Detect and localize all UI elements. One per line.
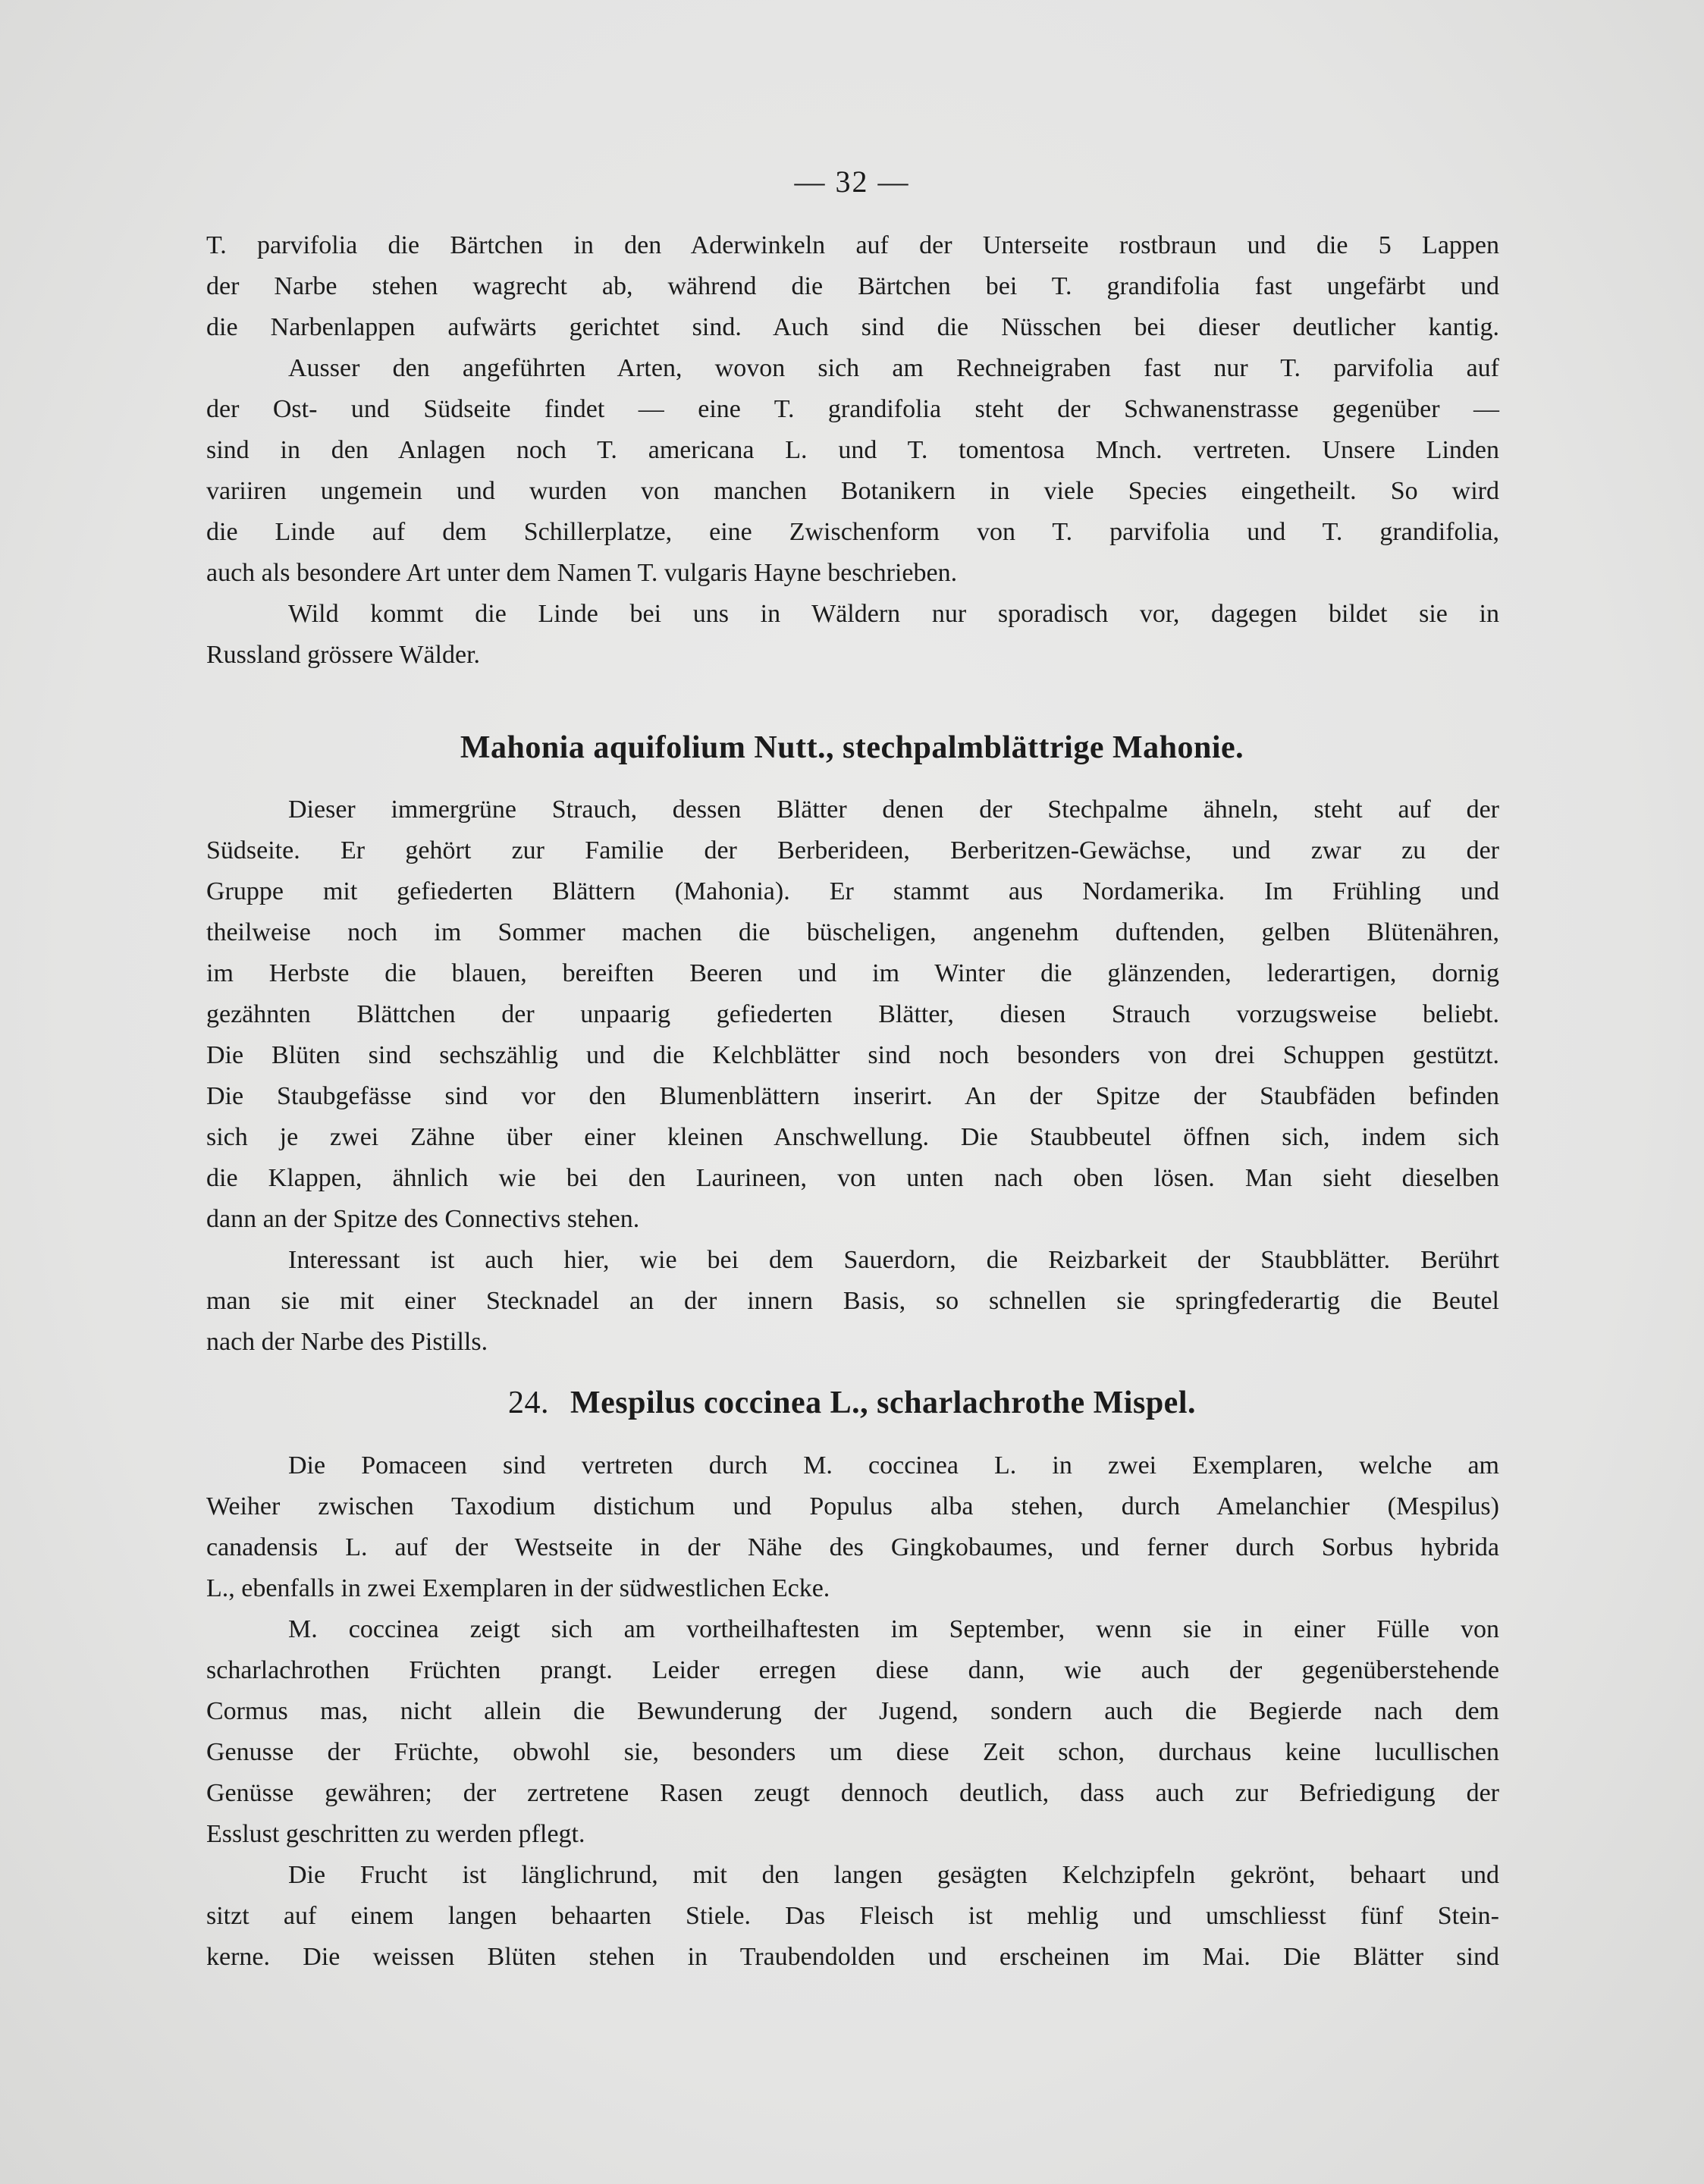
- text-line: man sie mit einer Stecknadel an der innern Basis, so schnellen sie springfederartig die Beutel: [206, 1287, 1499, 1315]
- text-line: der Ost- und Südseite findet — eine T. grandifolia steht der Schwanenstrasse gegenüber —: [206, 395, 1499, 423]
- text-block-linden: [206, 225, 1499, 676]
- text-line: Cormus mas, nicht allein die Bewunderung der Jugend, sondern auch die Begierde nach dem: [206, 1697, 1499, 1725]
- text-line: Genusse der Früchte, obwohl sie, besonders um diese Zeit schon, durchaus keine lucullischen: [206, 1738, 1499, 1766]
- text-line: dann an der Spitze des Connectivs stehen.: [206, 1205, 640, 1233]
- paragraph: [206, 1240, 1499, 1363]
- paragraph: [206, 348, 1499, 594]
- text-line: Russland grössere Wälder.: [206, 641, 481, 669]
- text-line: auch als besondere Art unter dem Namen T. vulgaris Hayne beschrieben.: [206, 559, 958, 587]
- text-line: scharlachrothen Früchten prangt. Leider erregen diese dann, wie auch der gegenüberstehende: [206, 1656, 1499, 1684]
- heading-title: Mespilus coccinea L., scharlachrothe Mispel.: [570, 1385, 1196, 1420]
- text-line: T. parvifolia die Bärtchen in den Aderwinkeln auf der Unterseite rostbraun und die 5 Lappen: [206, 231, 1499, 259]
- text-line: Die Blüten sind sechszählig und die Kelchblätter sind noch besonders von drei Schuppen gestützt.: [206, 1041, 1499, 1069]
- text-line: M. coccinea zeigt sich am vortheilhaftesten im September, wenn sie in einer Fülle von: [288, 1615, 1499, 1643]
- text-block-mahonia: [206, 789, 1499, 1363]
- text-line: Die Frucht ist länglichrund, mit den langen gesägten Kelchzipfeln gekrönt, behaart und: [288, 1861, 1499, 1889]
- text-line: Die Pomaceen sind vertreten durch M. coccinea L. in zwei Exemplaren, welche am: [288, 1451, 1499, 1480]
- heading-title: Mahonia aquifolium Nutt., stechpalmblättrige Mahonie.: [460, 730, 1244, 765]
- text-line: Interessant ist auch hier, wie bei dem Sauerdorn, die Reizbarkeit der Staubblätter. Berührt: [288, 1246, 1499, 1274]
- paragraph: [206, 789, 1499, 1240]
- text-line: die Linde auf dem Schillerplatze, eine Zwischenform von T. parvifolia und T. grandifolia,: [206, 518, 1499, 546]
- text-line: Ausser den angeführten Arten, wovon sich am Rechneigraben fast nur T. parvifolia auf: [288, 354, 1499, 382]
- text-line: sitzt auf einem langen behaarten Stiele. Das Fleisch ist mehlig und umschliesst fünf Stein-: [206, 1902, 1499, 1930]
- section-heading-mespilus: [0, 1385, 1704, 1421]
- text-line: sind in den Anlagen noch T. americana L. und T. tomentosa Mnch. vertreten. Unsere Linden: [206, 436, 1499, 464]
- text-line: L., ebenfalls in zwei Exemplaren in der südwestlichen Ecke.: [206, 1574, 830, 1602]
- page-number: — 32 —: [794, 165, 910, 199]
- text-line: Gruppe mit gefiederten Blättern (Mahonia). Er stammt aus Nordamerika. Im Frühling und: [206, 877, 1499, 905]
- section-number: 24.: [508, 1385, 549, 1420]
- text-line: der Narbe stehen wagrecht ab, während die Bärtchen bei T. grandifolia fast ungefärbt und: [206, 272, 1499, 300]
- text-line: variiren ungemein und wurden von manchen Botanikern in viele Species eingetheilt. So wird: [206, 477, 1499, 505]
- text-line: die Narbenlappen aufwärts gerichtet sind. Auch sind die Nüsschen bei dieser deutlicher kantig.: [206, 313, 1499, 341]
- text-line: Südseite. Er gehört zur Familie der Berberideen, Berberitzen-Gewächse, und zwar zu der: [206, 836, 1499, 864]
- paragraph: [206, 1445, 1499, 1609]
- section-heading-mahonia: [0, 730, 1704, 766]
- text-line: Die Staubgefässe sind vor den Blumenblättern inserirt. An der Spitze der Staubfäden befinden: [206, 1082, 1499, 1110]
- text-line: die Klappen, ähnlich wie bei den Laurineen, von unten nach oben lösen. Man sieht dieselben: [206, 1164, 1499, 1192]
- text-line: sich je zwei Zähne über einer kleinen Anschwellung. Die Staubbeutel öffnen sich, indem sich: [206, 1123, 1499, 1151]
- text-line: Esslust geschritten zu werden pflegt.: [206, 1820, 585, 1848]
- paragraph: [206, 225, 1499, 348]
- text-line: Wild kommt die Linde bei uns in Wäldern nur sporadisch vor, dagegen bildet sie in: [288, 600, 1499, 628]
- text-line: Genüsse gewähren; der zertretene Rasen zeugt dennoch deutlich, dass auch zur Befriedigung der: [206, 1779, 1499, 1807]
- text-line: canadensis L. auf der Westseite in der Nähe des Gingkobaumes, und ferner durch Sorbus hybrida: [206, 1533, 1499, 1561]
- text-line: theilweise noch im Sommer machen die büscheligen, angenehm duftenden, gelben Blütenähren,: [206, 918, 1499, 946]
- text-line: kerne. Die weissen Blüten stehen in Traubendolden und erscheinen im Mai. Die Blätter sind: [206, 1943, 1499, 1971]
- text-line: Dieser immergrüne Strauch, dessen Blätter denen der Stechpalme ähneln, steht auf der: [288, 795, 1499, 824]
- text-block-mespilus: [206, 1445, 1499, 1978]
- text-line: Weiher zwischen Taxodium distichum und Populus alba stehen, durch Amelanchier (Mespilus): [206, 1492, 1499, 1520]
- paragraph: [206, 1609, 1499, 1855]
- text-line: nach der Narbe des Pistills.: [206, 1328, 488, 1356]
- paragraph: [206, 1855, 1499, 1978]
- paragraph: [206, 594, 1499, 676]
- text-line: gezähnten Blättchen der unpaarig gefiederten Blätter, diesen Strauch vorzugsweise beliebt.: [206, 1000, 1499, 1028]
- text-line: im Herbste die blauen, bereiften Beeren und im Winter die glänzenden, lederartigen, dornig: [206, 959, 1499, 987]
